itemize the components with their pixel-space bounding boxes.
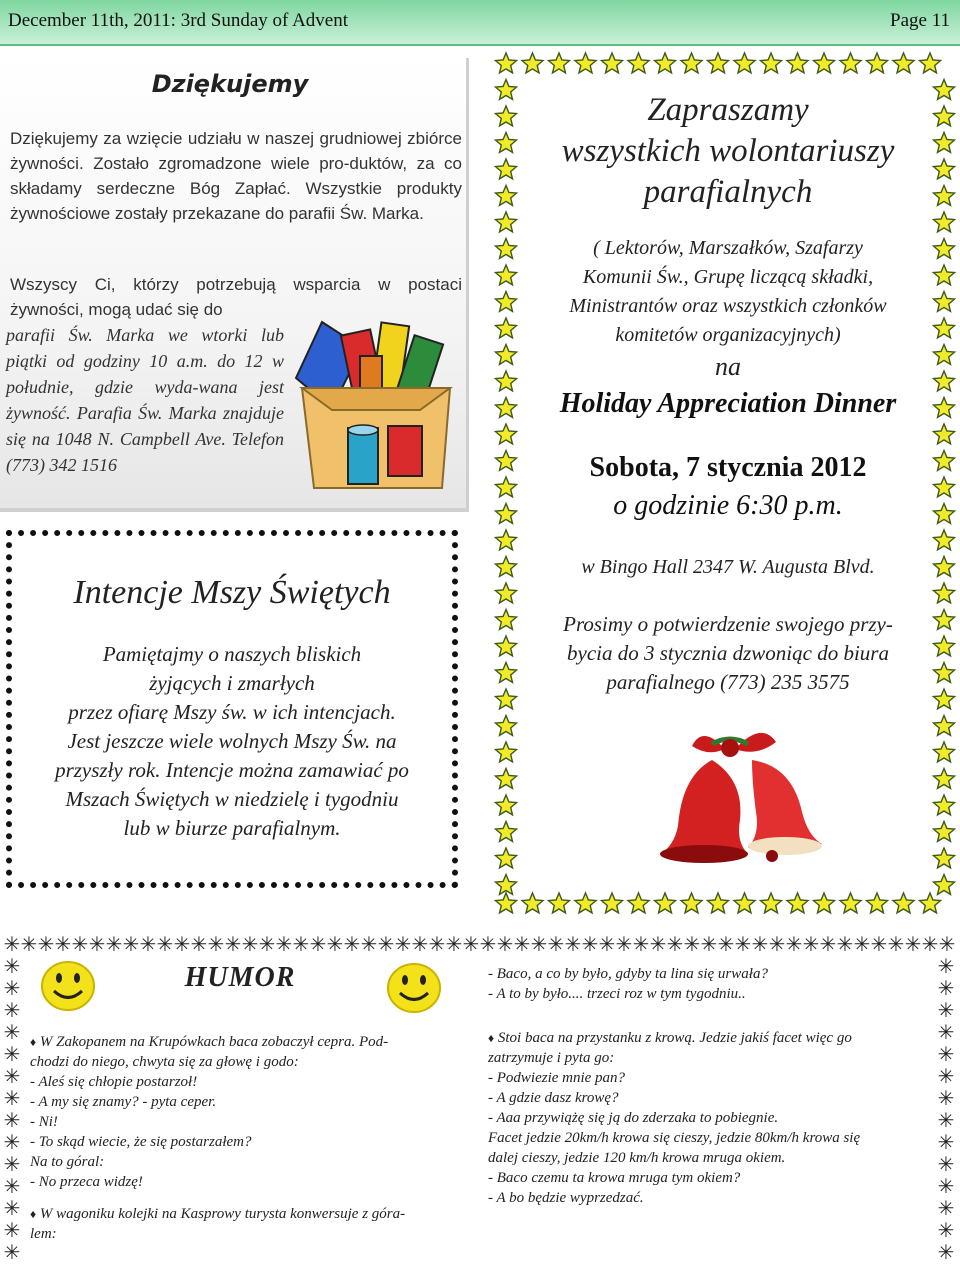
intentions-line: przyszły rok. Intencje można zamawiać po xyxy=(55,758,409,782)
star-icon xyxy=(934,875,955,895)
asterisk-icon: ✳ xyxy=(207,932,225,956)
asterisk-icon: ✳ xyxy=(937,1152,955,1176)
joke-line: - A to by było.... trzeci roz w tym tygodniu.. xyxy=(488,986,746,1002)
joke-line: chodzi do niego, chwyta się za głowę i godo: xyxy=(30,1054,299,1070)
asterisk-icon: ✳ xyxy=(37,932,55,956)
star-icon xyxy=(893,53,914,73)
star-icon xyxy=(708,893,729,913)
asterisk-icon: ✳ xyxy=(938,932,956,956)
asterisk-icon: ✳ xyxy=(428,932,446,956)
diamond-bullet-icon: ♦ xyxy=(30,1207,37,1221)
star-icon xyxy=(934,530,955,550)
star-icon xyxy=(496,848,517,868)
star-icon xyxy=(496,610,517,630)
star-icon xyxy=(934,663,955,683)
grocery-box-image xyxy=(292,318,460,498)
asterisk-icon: ✳ xyxy=(632,932,650,956)
star-icon xyxy=(681,893,702,913)
asterisk-icon: ✳ xyxy=(937,1020,955,1044)
asterisk-icon: ✳ xyxy=(870,932,888,956)
asterisk-icon: ✳ xyxy=(173,932,191,956)
star-icon xyxy=(522,53,543,73)
star-icon xyxy=(496,530,517,550)
event-rsvp-line: parafialnego (773) 235 3575 xyxy=(606,670,850,694)
asterisk-icon: ✳ xyxy=(122,932,140,956)
star-icon xyxy=(893,893,914,913)
star-icon xyxy=(496,769,517,789)
asterisk-icon: ✳ xyxy=(649,932,667,956)
star-icon xyxy=(934,212,955,232)
asterisk-icon: ✳ xyxy=(3,1086,21,1110)
asterisk-icon: ✳ xyxy=(190,932,208,956)
asterisk-icon: ✳ xyxy=(54,932,72,956)
christmas-bells-image xyxy=(652,716,828,866)
asterisk-icon: ✳ xyxy=(479,932,497,956)
event-time: o godzinie 6:30 p.m. xyxy=(613,490,843,521)
asterisk-icon: ✳ xyxy=(853,932,871,956)
star-icon xyxy=(575,53,596,73)
joke-line xyxy=(30,1204,460,1224)
joke-text: Stoi baca na przystanku z krową. Jedzie jakiś facet więc go xyxy=(497,1030,852,1046)
asterisk-icon: ✳ xyxy=(309,932,327,956)
asterisk-icon: ✳ xyxy=(156,932,174,956)
joke-line: zatrzymuje i pyta go: xyxy=(488,1050,615,1066)
asterisk-icon: ✳ xyxy=(3,976,21,1000)
volunteers-title-line: Zapraszamy xyxy=(647,92,809,128)
asterisk-icon: ✳ xyxy=(717,932,735,956)
asterisk-icon: ✳ xyxy=(785,932,803,956)
star-icon xyxy=(920,893,941,913)
header-date: December 11th, 2011: 3rd Sunday of Advent xyxy=(8,10,348,31)
humor-title: HUMOR xyxy=(184,962,296,993)
star-icon xyxy=(496,636,517,656)
asterisk-icon: ✳ xyxy=(3,1042,21,1066)
intentions-title: Intencje Mszy Świętych xyxy=(73,574,391,611)
intentions-text xyxy=(16,640,448,843)
event-venue: w Bingo Hall 2347 W. Augusta Blvd. xyxy=(581,556,875,578)
humor-left-column xyxy=(30,1032,460,1244)
thanks-paragraph: Dziękujemy za wzięcie udziału w naszej grudniowej zbiórce żywności. Zostało zgromadzone wiele pro-duktów, za co składamy serdeczne Bóg Zapłać. Wszystkie produkty żywnościowe zostały przekazane do parafii Św. Marka. xyxy=(10,129,462,223)
star-icon xyxy=(708,53,729,73)
smiley-icon xyxy=(40,960,96,1012)
volunteers-groups-line: komitetów organizacyjnych) xyxy=(615,324,841,346)
asterisk-icon: ✳ xyxy=(937,1130,955,1154)
asterisk-icon: ✳ xyxy=(241,932,259,956)
star-icon xyxy=(681,53,702,73)
intentions-line: żyjących i zmarłych xyxy=(149,671,315,695)
star-icon xyxy=(787,893,808,913)
star-icon xyxy=(496,716,517,736)
star-icon xyxy=(814,893,835,913)
star-icon xyxy=(734,53,755,73)
joke-line: - Baco, a co by było, gdyby ta lina się urwała? xyxy=(488,966,768,982)
intentions-line: Mszach Świętych w niedzielę i tygodniu xyxy=(65,787,399,811)
asterisk-icon: ✳ xyxy=(3,1108,21,1132)
star-icon xyxy=(934,636,955,656)
asterisk-icon: ✳ xyxy=(3,1064,21,1088)
star-icon xyxy=(549,53,570,73)
star-icon xyxy=(867,893,888,913)
star-icon xyxy=(761,53,782,73)
asterisk-icon: ✳ xyxy=(887,932,905,956)
star-icon xyxy=(602,53,623,73)
joke-line: - Ni! xyxy=(30,1114,58,1130)
event-rsvp-line: Prosimy o potwierdzenie swojego przy- xyxy=(563,612,893,636)
star-icon xyxy=(655,53,676,73)
star-icon xyxy=(787,53,808,73)
asterisk-icon: ✳ xyxy=(3,932,21,956)
joke-line: lem: xyxy=(30,1226,57,1242)
asterisk-icon: ✳ xyxy=(496,932,514,956)
volunteers-na: na xyxy=(715,352,741,381)
star-icon xyxy=(934,848,955,868)
asterisk-icon: ✳ xyxy=(292,932,310,956)
event-rsvp-line: bycia do 3 stycznia dzwoniąc do biura xyxy=(567,641,889,665)
joke-line: - Aaa przywiążę się ją do zderzaka to pobiegnie. xyxy=(488,1110,779,1126)
asterisk-icon: ✳ xyxy=(937,1196,955,1220)
asterisk-icon: ✳ xyxy=(937,1174,955,1198)
star-icon xyxy=(602,893,623,913)
asterisk-icon: ✳ xyxy=(937,998,955,1022)
joke-line: - Podwiezie mnie pan? xyxy=(488,1070,626,1086)
asterisk-icon: ✳ xyxy=(3,998,21,1022)
asterisk-icon: ✳ xyxy=(666,932,684,956)
star-icon xyxy=(840,53,861,73)
intentions-line: przez ofiarę Mszy św. w ich intencjach. xyxy=(68,700,396,724)
joke-line: - A gdzie dasz krowę? xyxy=(488,1090,619,1106)
asterisk-icon: ✳ xyxy=(275,932,293,956)
star-icon xyxy=(496,212,517,232)
asterisk-icon: ✳ xyxy=(937,1064,955,1088)
asterisk-icon: ✳ xyxy=(768,932,786,956)
thanks-title: Dziękujemy xyxy=(151,70,309,98)
asterisk-icon: ✳ xyxy=(937,1240,955,1264)
star-icon xyxy=(934,610,955,630)
star-icon xyxy=(814,53,835,73)
volunteers-groups xyxy=(510,234,946,350)
joke-line: - To skąd wiecie, że się postarzałem? xyxy=(30,1134,252,1150)
star-icon xyxy=(496,689,517,709)
asterisk-icon: ✳ xyxy=(3,1020,21,1044)
asterisk-icon: ✳ xyxy=(3,1240,21,1264)
asterisk-icon: ✳ xyxy=(3,1152,21,1176)
asterisk-icon: ✳ xyxy=(343,932,361,956)
asterisk-icon: ✳ xyxy=(224,932,242,956)
asterisk-icon: ✳ xyxy=(937,1042,955,1066)
asterisk-icon: ✳ xyxy=(802,932,820,956)
joke-line: - A my się znamy? - pyta ceper. xyxy=(30,1094,217,1110)
star-icon xyxy=(867,53,888,73)
event-rsvp xyxy=(520,610,936,697)
star-icon xyxy=(496,795,517,815)
asterisk-icon: ✳ xyxy=(615,932,633,956)
star-icon xyxy=(840,893,861,913)
joke-text: W wagoniku kolejki na Kasprowy turysta konwersuje z góra- xyxy=(39,1206,406,1222)
asterisk-icon: ✳ xyxy=(71,932,89,956)
asterisk-icon: ✳ xyxy=(921,932,939,956)
asterisk-icon: ✳ xyxy=(20,932,38,956)
asterisk-icon: ✳ xyxy=(734,932,752,956)
volunteers-groups-line: Komunii Św., Grupę liczącą składki, xyxy=(582,266,874,288)
volunteers-title xyxy=(510,90,946,213)
asterisk-icon: ✳ xyxy=(581,932,599,956)
star-icon xyxy=(734,893,755,913)
star-icon xyxy=(934,822,955,842)
star-icon xyxy=(496,424,517,444)
asterisk-icon: ✳ xyxy=(530,932,548,956)
humor-right-column xyxy=(488,964,934,1208)
star-icon xyxy=(496,822,517,842)
asterisk-icon: ✳ xyxy=(88,932,106,956)
star-icon xyxy=(628,53,649,73)
star-icon xyxy=(934,769,955,789)
thanks-paragraph-intro: Wszyscy Ci, którzy potrzebują wsparcia w postaci żywności, mogą udać się do xyxy=(10,275,462,319)
star-icon xyxy=(575,893,596,913)
asterisk-icon: ✳ xyxy=(3,1218,21,1242)
asterisk-icon: ✳ xyxy=(3,1196,21,1220)
asterisk-icon: ✳ xyxy=(937,976,955,1000)
diamond-bullet-icon: ♦ xyxy=(30,1035,37,1049)
asterisk-icon: ✳ xyxy=(105,932,123,956)
event-date: Sobota, 7 stycznia 2012 xyxy=(589,452,867,483)
star-icon xyxy=(920,53,941,73)
asterisk-icon: ✳ xyxy=(513,932,531,956)
volunteers-groups-line: Ministrantów oraz wszystkich członków xyxy=(569,295,887,317)
smiley-icon xyxy=(386,962,442,1014)
asterisk-icon: ✳ xyxy=(751,932,769,956)
star-icon xyxy=(655,893,676,913)
asterisk-icon: ✳ xyxy=(904,932,922,956)
joke-line xyxy=(30,1032,460,1052)
asterisk-icon: ✳ xyxy=(836,932,854,956)
asterisk-icon: ✳ xyxy=(937,1218,955,1242)
asterisk-icon: ✳ xyxy=(3,954,21,978)
asterisk-icon: ✳ xyxy=(937,1086,955,1110)
joke-line: - No przeca widzę! xyxy=(30,1174,143,1190)
thanks-paragraph-details: parafii Św. Marka we wtorki lub piątki od godziny 10 a.m. do 12 w południe, gdzie wyda-wana jest żywność. Parafia Św. Marka znajduje się na 1048 N. Campbell Ave. Telefon (773) 342 1516 xyxy=(6,325,284,475)
asterisk-icon: ✳ xyxy=(445,932,463,956)
joke-line: - Aleś się chłopie postarzoł! xyxy=(30,1074,198,1090)
intentions-line: Pamiętajmy o naszych bliskich xyxy=(102,642,362,666)
asterisk-icon: ✳ xyxy=(139,932,157,956)
asterisk-icon: ✳ xyxy=(258,932,276,956)
asterisk-icon: ✳ xyxy=(326,932,344,956)
asterisk-icon: ✳ xyxy=(411,932,429,956)
joke-line: - A bo będzie wyprzedzać. xyxy=(488,1190,644,1206)
asterisk-icon: ✳ xyxy=(3,1130,21,1154)
asterisk-icon: ✳ xyxy=(377,932,395,956)
asterisk-icon: ✳ xyxy=(683,932,701,956)
asterisk-icon: ✳ xyxy=(819,932,837,956)
star-icon xyxy=(522,893,543,913)
asterisk-icon: ✳ xyxy=(700,932,718,956)
volunteers-title-line: wszystkich wolontariuszy xyxy=(561,133,895,169)
star-icon xyxy=(934,583,955,603)
star-icon xyxy=(549,893,570,913)
joke-line xyxy=(488,1028,934,1048)
event-name: Holiday Appreciation Dinner xyxy=(559,388,897,419)
star-icon xyxy=(934,742,955,762)
asterisk-icon: ✳ xyxy=(394,932,412,956)
joke-text: W Zakopanem na Krupówkach baca zobaczył cepra. Pod- xyxy=(39,1034,389,1050)
intentions-line: Jest jeszcze wiele wolnych Mszy Św. na xyxy=(67,729,397,753)
star-icon xyxy=(934,795,955,815)
diamond-bullet-icon: ♦ xyxy=(488,1031,495,1045)
asterisk-icon: ✳ xyxy=(564,932,582,956)
star-icon xyxy=(934,689,955,709)
asterisk-icon: ✳ xyxy=(3,1174,21,1198)
volunteers-title-line: parafialnych xyxy=(643,174,813,210)
asterisk-icon: ✳ xyxy=(547,932,565,956)
star-icon xyxy=(628,893,649,913)
star-icon xyxy=(496,53,517,73)
intentions-line: lub w biurze parafialnym. xyxy=(123,816,341,840)
asterisk-icon: ✳ xyxy=(937,1108,955,1132)
asterisk-icon: ✳ xyxy=(598,932,616,956)
page-number: Page 11 xyxy=(890,10,950,31)
asterisk-icon: ✳ xyxy=(937,954,955,978)
star-icon xyxy=(761,893,782,913)
star-icon xyxy=(934,716,955,736)
star-icon xyxy=(934,424,955,444)
star-icon xyxy=(496,663,517,683)
volunteers-groups-line: ( Lektorów, Marszałków, Szafarzy xyxy=(593,237,863,259)
asterisk-icon: ✳ xyxy=(360,932,378,956)
asterisk-icon: ✳ xyxy=(462,932,480,956)
joke-line: - Baco czemu ta krowa mruga tym okiem? xyxy=(488,1170,741,1186)
star-icon xyxy=(496,583,517,603)
joke-line: Facet jedzie 20km/h krowa się cieszy, jedzie 80km/h krowa się xyxy=(488,1130,861,1146)
joke-line: Na to góral: xyxy=(30,1154,105,1170)
star-icon xyxy=(496,893,517,913)
star-icon xyxy=(496,742,517,762)
joke-line: dalej cieszy, jedzie 120 km/h krowa mruga okiem. xyxy=(488,1150,786,1166)
